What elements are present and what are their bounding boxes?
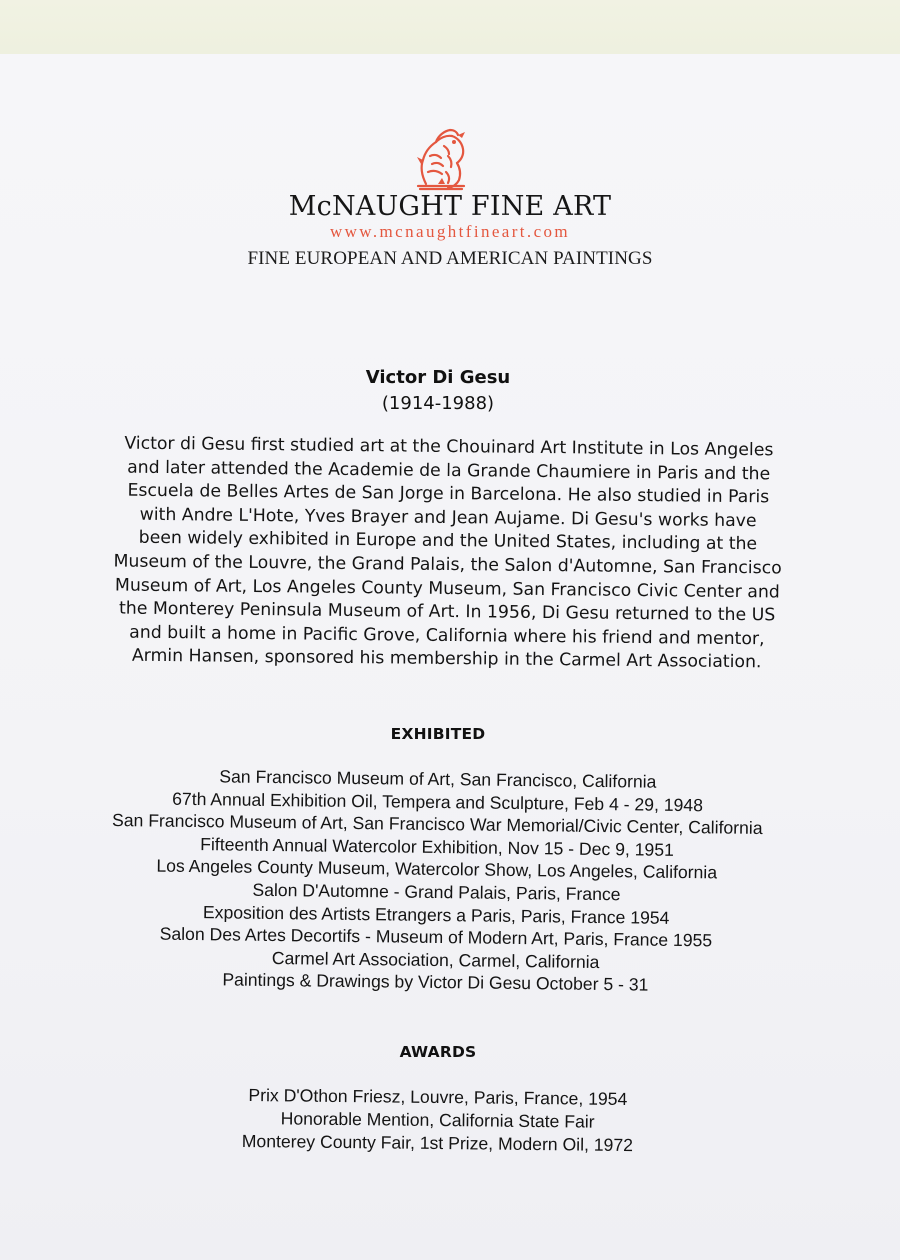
bio-line: and built a home in Pacific Grove, California where his friend and mentor, — [129, 622, 765, 650]
exhibition-item: Carmel Art Association, Carmel, California — [271, 947, 600, 972]
bio-line: Museum of the Louvre, the Grand Palais, the Salon d'Automne, San Francisco — [113, 551, 782, 579]
bio-line: and later attended the Academie de la Grande Chaumiere in Paris and the — [127, 457, 771, 484]
lion-crest-icon — [408, 126, 472, 192]
award-item: Prix D'Othon Friesz, Louvre, Paris, France, 1954 — [248, 1085, 628, 1109]
exhibition-item: Paintings & Drawings by Victor Di Gesu October 5 - 31 — [222, 969, 649, 995]
exhibition-item: Exposition des Artists Etrangers a Paris, Paris, France 1954 — [202, 901, 670, 928]
bio-line: the Monterey Peninsula Museum of Art. In 1956, Di Gesu returned to the US — [118, 598, 776, 626]
exhibition-item: San Francisco Museum of Art, San Francisco War Memorial/Civic Center, California — [111, 810, 763, 839]
biography-paragraph — [16, 431, 880, 676]
exhibition-item: 67th Annual Exhibition Oil, Tempera and Sculpture, Feb 4 - 29, 1948 — [172, 788, 704, 815]
exhibition-item: Fifteenth Annual Watercolor Exhibition, Nov 15 - Dec 9, 1951 — [200, 833, 674, 860]
bio-line: Armin Hansen, sponsored his membership in the Carmel Art Association. — [131, 646, 762, 673]
exhibition-item: Salon Des Artes Decortifs - Museum of Modern Art, Paris, France 1955 — [159, 923, 713, 951]
bio-line: Victor di Gesu first studied art at the Chouinard Art Institute in Los Angeles — [124, 433, 774, 461]
bio-line: Escuela de Belles Artes de San Jorge in Barcelona. He also studied in Paris — [127, 480, 770, 508]
artist-dates: (1914-1988) — [381, 393, 495, 414]
bio-line: with Andre L'Hote, Yves Brayer and Jean Aujame. Di Gesu's works have — [139, 504, 757, 532]
exhibition-item: San Francisco Museum of Art, San Francisco, California — [219, 766, 657, 792]
brand-name: McNAUGHT FINE ART — [288, 191, 612, 222]
exhibited-heading: EXHIBITED — [390, 725, 486, 743]
background-wall — [0, 0, 900, 56]
award-item: Monterey County Fair, 1st Prize, Modern Oil, 1972 — [241, 1130, 634, 1156]
tagline: FINE EUROPEAN AND AMERICAN PAINTINGS — [247, 248, 653, 269]
awards-heading: AWARDS — [399, 1043, 477, 1061]
website-link[interactable]: www.mcnaughtfineart.com — [329, 222, 571, 241]
bio-line: Museum of Art, Los Angeles County Museum, San Francisco Civic Center and — [114, 575, 780, 603]
exhibition-item: Los Angeles County Museum, Watercolor Show, Los Angeles, California — [156, 855, 718, 883]
award-item: Honorable Mention, California State Fair — [280, 1108, 595, 1132]
exhibited-list — [0, 763, 876, 1000]
awards-list — [0, 1081, 876, 1159]
artist-name: Victor Di Gesu — [365, 367, 511, 388]
bio-line: been widely exhibited in Europe and the United States, including at the — [138, 528, 758, 555]
exhibition-item: Salon D'Automne - Grand Palais, Paris, France — [252, 879, 621, 905]
